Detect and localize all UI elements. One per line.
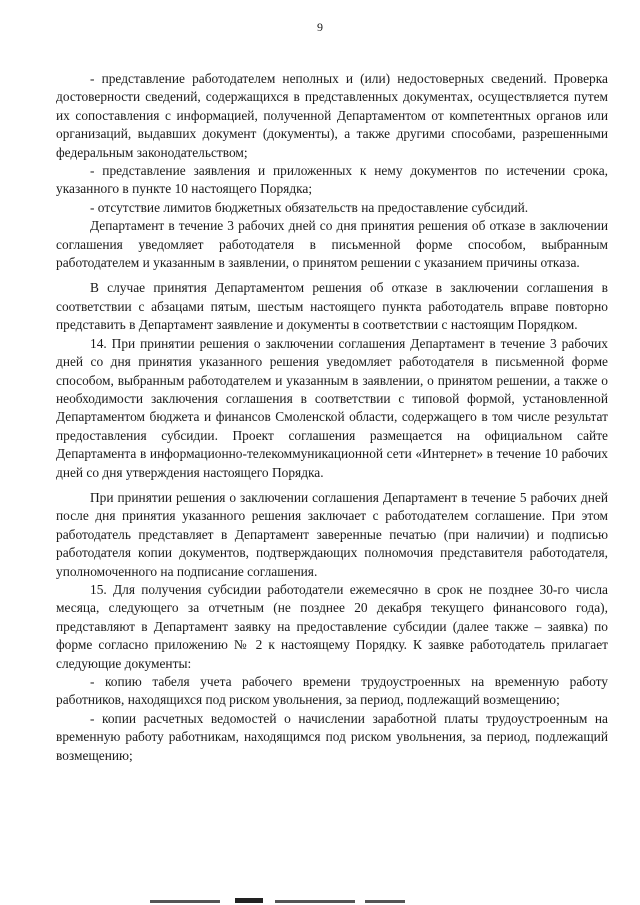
scan-artifact bbox=[150, 900, 220, 903]
paragraph-refusal-ground-2: - представление заявления и приложенных к нему документов по истечении срока, указанного в пункте 10 настоящего Порядка; bbox=[56, 163, 608, 197]
scan-artifact bbox=[365, 900, 405, 903]
page-number: 9 bbox=[317, 20, 323, 34]
paragraph-item-14: 14. При принятии решения о заключении соглашения Департамент в течение 3 рабочих дней со дня принятия указанного решения уведомляет работодателя в письменной форме способом, выбранным работодателем и указанным в заявлении, о принятом решении, а также о необходимости заключения соглашения в соответствии с типовой формой, установленной Департаментом бюджета и финансов Смоленской области, содержащего в том числе результат предоставления субсидии. Проект соглашения размещается на официальном сайте Департамента в информационно-телекоммуникационной сети «Интернет» в течение 10 рабочих дней со дня утверждения настоящего Порядка. bbox=[56, 335, 608, 480]
paragraph-payroll-copies: - копии расчетных ведомостей о начислении заработной платы трудоустроенным на временную работу работникам, находящимся под риском увольнения, за период, подлежащий возмещению; bbox=[56, 710, 608, 763]
paragraph-resubmission: В случае принятия Департаментом решения об отказе в заключении соглашения в соответствии с абзацами пятым, шестым настоящего пункта работодатель вправе повторно представить в Департамент заявление и документы в соответствии с настоящим Порядком. bbox=[56, 280, 608, 333]
scan-artifact bbox=[275, 900, 355, 903]
paragraph-timesheet-copy: - копию табеля учета рабочего времени трудоустроенных на временную работу работников, находящихся под риском увольнения, за период, подлежащий возмещению; bbox=[56, 674, 608, 708]
document-body bbox=[56, 70, 608, 765]
paragraph-refusal-ground-1: - представление работодателем неполных и (или) недостоверных сведений. Проверка достоверности сведений, содержащихся в представленных документах, осуществляется путем их сопоставления с информацией, полученной Департаментом от компетентных органов или организаций, выдавших документ (документы), а также другими способами, разрешенными федеральным законодательством; bbox=[56, 71, 608, 160]
paragraph-agreement-conclusion: При принятии решения о заключении соглашения Департамент в течение 5 рабочих дней после дня принятия указанного решения заключает с работодателем соглашение. При этом работодатель представляет в Департамент заверенные печатью (при наличии) и подписью работодателя копии документов, подтверждающих полномочия представителя работодателя, уполномоченного на подписание соглашения. bbox=[56, 489, 608, 579]
paragraph-refusal-ground-3: - отсутствие лимитов бюджетных обязательств на предоставление субсидий. bbox=[90, 199, 529, 215]
paragraph-refusal-notification: Департамент в течение 3 рабочих дней со дня принятия решения об отказе в заключении соглашения уведомляет работодателя в письменной форме способом, выбранным работодателем и указанным в заявлении, о принятом решении с указанием причины отказа. bbox=[56, 218, 608, 271]
scan-artifact bbox=[235, 898, 263, 903]
paragraph-item-15: 15. Для получения субсидии работодатели ежемесячно в срок не позднее 30-го числа месяца, следующего за отчетным (не позднее 20 декабря текущего финансового года), представляют в Департамент заявку на предоставление субсидии (далее также – заявка) по форме согласно приложению № 2 к настоящему Порядку. К заявке работодатель прилагает следующие документы: bbox=[56, 581, 608, 671]
